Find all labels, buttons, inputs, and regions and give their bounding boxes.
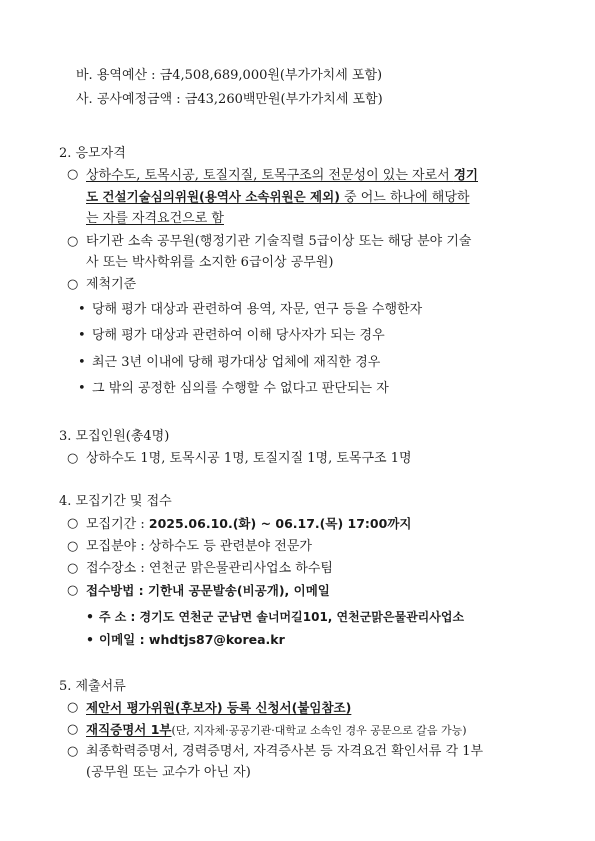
circle-bullet-icon: ○ (67, 539, 79, 554)
qualification-item-1-line-3: 는 자를 자격요건으로 함 (86, 211, 224, 226)
place-line: 접수장소 : 연천군 맑은물관리사업소 하수팀 (86, 561, 333, 576)
exclusion-item: 당해 평가 대상과 관련하여 이해 당사자가 되는 경우 (92, 328, 385, 343)
bullet-icon: • (78, 328, 86, 343)
documents-item-3-line-1: 최종학력증명서, 경력증명서, 자격증사본 등 자격요건 확인서류 각 1부 (86, 744, 484, 759)
exclusion-item: 그 밖의 공정한 심의를 수행할 수 없다고 판단되는 자 (92, 381, 389, 396)
circle-bullet-icon: ○ (67, 277, 79, 292)
circle-bullet-icon: ○ (67, 583, 79, 598)
documents-item-1: 제안서 평가위원(후보자) 등록 신청서(붙임참조) (86, 700, 352, 715)
bullet-icon: • (78, 355, 86, 370)
circle-bullet-icon: ○ (67, 744, 79, 759)
bullet-icon: • (86, 609, 94, 624)
qualification-item-1-line-2: 도 건설기술심의위원(용역사 소속위원은 제외) 중 어느 하나에 해당하 (86, 189, 470, 205)
field-line: 모집분야 : 상하수도 등 관련분야 전문가 (86, 539, 312, 554)
bullet-icon: • (78, 302, 86, 317)
period-line: 모집기간 : 2025.06.10.(화) ~ 06.17.(목) 17:00까지 (86, 516, 412, 532)
qualification-item-1-line-1: 상하수도, 토목시공, 토질지질, 토목구조의 전문성이 있는 자로서 경기 (86, 167, 478, 183)
qualification-item-3: 제척기준 (86, 277, 137, 292)
circle-bullet-icon: ○ (67, 561, 79, 576)
circle-bullet-icon: ○ (67, 516, 79, 531)
qualification-item-2-line-2: 사 또는 박사학위를 소지한 6급이상 공무원) (86, 255, 334, 270)
section-recruitment-heading: 3. 모집인원(총4명) (59, 429, 170, 444)
bullet-icon: • (86, 632, 94, 647)
qualification-item-2-line-1: 타기관 소속 공무원(행정기관 기술직렬 5급이상 또는 해당 분야 기술 (86, 234, 472, 249)
circle-bullet-icon: ○ (67, 700, 79, 715)
address-line: 주 소 : 경기도 연천군 군남면 솔너머길101, 연천군맑은물관리사업소 (99, 610, 465, 624)
bullet-icon: • (78, 381, 86, 396)
circle-bullet-icon: ○ (67, 167, 79, 182)
documents-item-2: 재직증명서 1부(단, 지자체·공공기관·대학교 소속인 경우 공문으로 갈음 가능) (86, 722, 467, 737)
circle-bullet-icon: ○ (67, 722, 79, 737)
recruitment-item: 상하수도 1명, 토목시공 1명, 토질지질 1명, 토목구조 1명 (86, 451, 412, 466)
budget-line-sa: 사. 공사예정금액 : 금43,260백만원(부가가치세 포함) (76, 92, 383, 107)
section-documents-heading: 5. 제출서류 (59, 679, 126, 694)
documents-item-3-line-2: (공무원 또는 교수가 아닌 자) (86, 765, 251, 780)
exclusion-item: 최근 3년 이내에 당해 평가대상 업체에 재직한 경우 (92, 355, 381, 370)
budget-line-ba: 바. 용역예산 : 금4,508,689,000원(부가가치세 포함) (76, 68, 383, 83)
method-line: 접수방법 : 기한내 공문발송(비공개), 이메일 (86, 583, 330, 598)
section-period-heading: 4. 모집기간 및 접수 (59, 494, 172, 509)
section-qualification-heading: 2. 응모자격 (59, 146, 126, 161)
circle-bullet-icon: ○ (67, 234, 79, 249)
email-line: 이메일 : whdtjs87@korea.kr (99, 632, 285, 647)
circle-bullet-icon: ○ (67, 451, 79, 466)
exclusion-item: 당해 평가 대상과 관련하여 용역, 자문, 연구 등을 수행한자 (92, 302, 423, 317)
